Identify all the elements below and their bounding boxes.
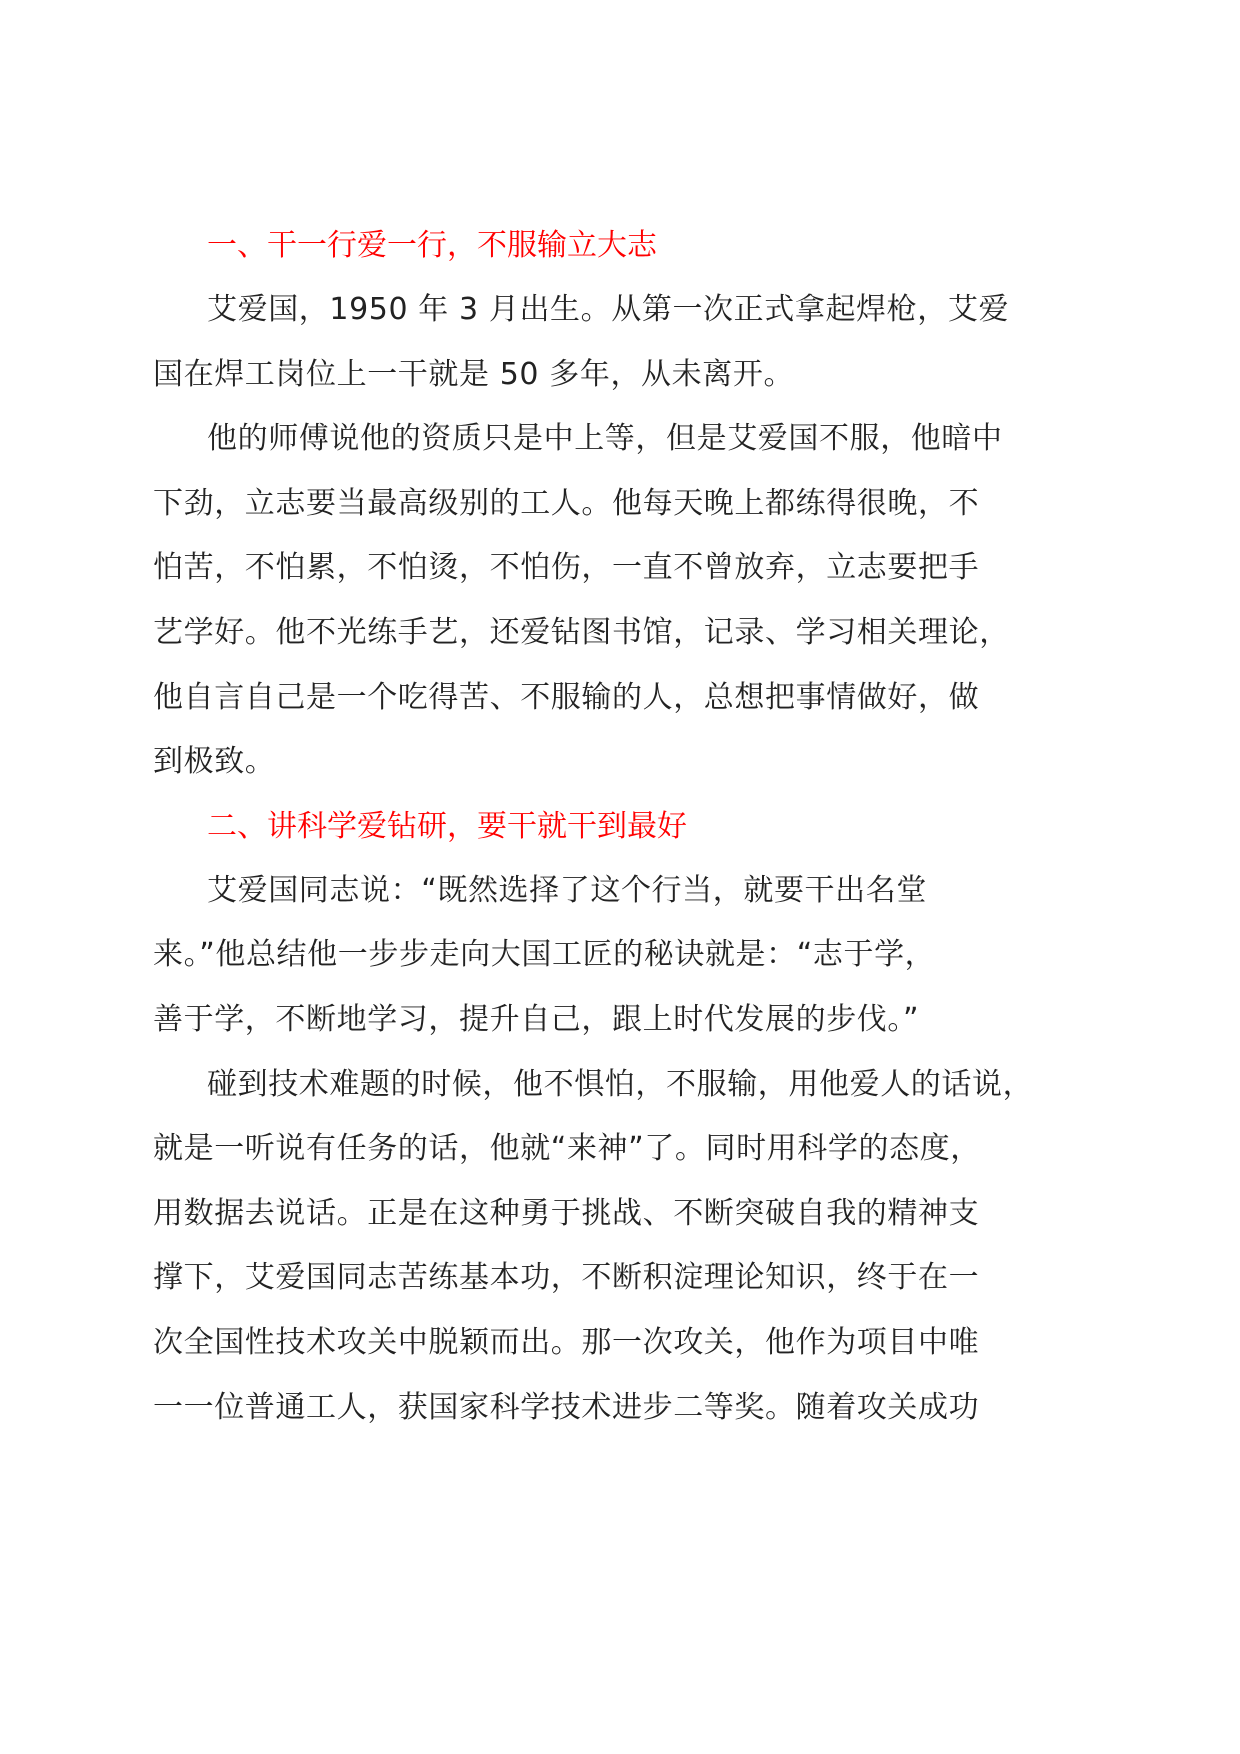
paragraph-1-1 (153, 278, 1123, 407)
paragraph-1-2 (153, 407, 1123, 795)
paragraph-line: 碰到技术难题的时候，他不惧怕，不服输，用他爱人的话说， (207, 1066, 1034, 1102)
paragraph-line: 就是一听说有任务的话，他就“来神”了。同时用科学的态度， (153, 1131, 981, 1167)
section-heading-1: 一、干一行爱一行，不服输立大志 (207, 228, 657, 263)
paragraph-line: 他自言自己是一个吃得苦、不服输的人，总想把事情做好，做 (153, 679, 980, 715)
paragraph-line: 善于学，不断地学习，提升自己，跟上时代发展的步伐。” (153, 1001, 920, 1037)
paragraph-2-2 (153, 1053, 1123, 1441)
paragraph-line: 艺学好。他不光练手艺，还爱钻图书馆，记录、学习相关理论， (153, 614, 1010, 650)
paragraph-line: 到极致。 (153, 744, 276, 780)
paragraph-line: 艾爱国同志说：“既然选择了这个行当，就要干出名堂 (207, 872, 927, 908)
paragraph-line: 一一位普通工人，获国家科学技术进步二等奖。随着攻关成功 (153, 1389, 980, 1425)
section-heading-2: 二、讲科学爱钻研，要干就干到最好 (207, 808, 687, 844)
paragraph-line: 他的师傅说他的资质只是中上等，但是艾爱国不服，他暗中 (207, 421, 1003, 457)
paragraph-line: 来。”他总结他一步步走向大国工匠的秘诀就是：“志于学， (153, 937, 936, 973)
paragraph-line: 撑下，艾爱国同志苦练基本功，不断积淀理论知识，终于在一 (153, 1260, 980, 1296)
paragraph-2-1 (153, 859, 1123, 1053)
paragraph-line: 下劲，立志要当最高级别的工人。他每天晚上都练得很晚，不 (153, 485, 980, 521)
paragraph-line: 次全国性技术攻关中脱颖而出。那一次攻关，他作为项目中唯 (153, 1324, 980, 1360)
paragraph-line: 艾爱国，1950 年 3 月出生。从第一次正式拿起焊枪，艾爱 (207, 292, 1010, 327)
document-body (153, 214, 1123, 1440)
paragraph-line: 国在焊工岗位上一干就是 50 多年，从未离开。 (153, 356, 795, 392)
paragraph-line: 怕苦，不怕累，不怕烫，不怕伤，一直不曾放弃，立志要把手 (153, 550, 980, 586)
paragraph-line: 用数据去说话。正是在这种勇于挑战、不断突破自我的精神支 (153, 1195, 980, 1231)
